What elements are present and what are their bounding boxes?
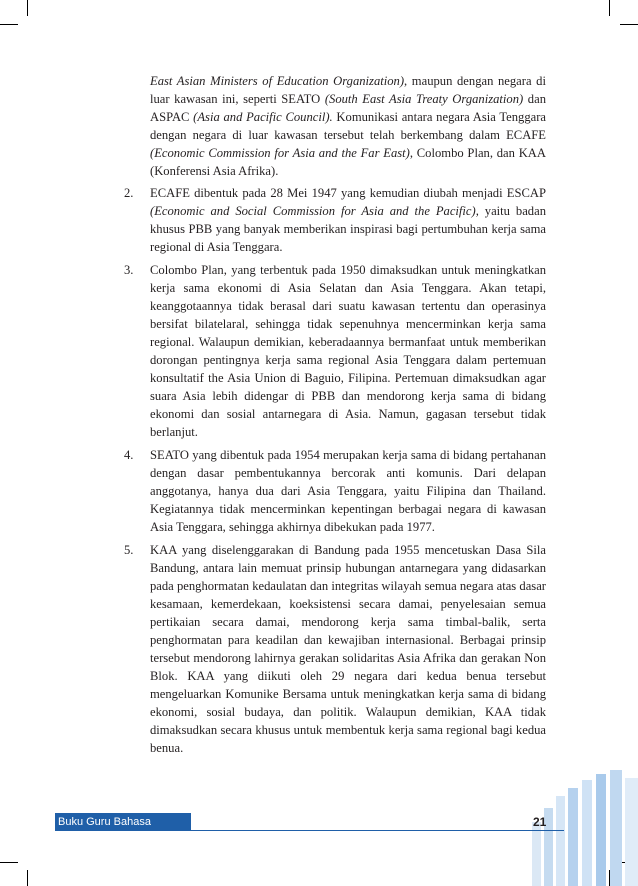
intro-italic: East Asian Ministers of Education Organization)	[150, 74, 405, 88]
list-item-text: SEATO yang dibentuk pada 1954 merupakan kerja sama di bidang pertahanan dengan dasar pembentukannya bercorak anti komunis. Dari delapan anggotanya, hanya dua dari Asia Tenggara, yaitu Filipina dan Thailand. Kegiatannya tidak mencerminkan kepentingan berbagai negara di kawasan Asia Tenggara, sehingga akhirnya dibekukan pada 1977.	[150, 448, 546, 534]
list-item	[124, 541, 546, 757]
item-text: ECAFE dibentuk pada 28 Mei 1947 yang kemudian diubah menjadi ESCAP	[150, 186, 546, 200]
page-number: 21	[533, 815, 547, 829]
list-item	[124, 261, 546, 441]
intro-text: , maupun dengan negara di luar kawasan ini, seperti SEATO	[150, 74, 546, 106]
crop-mark	[0, 24, 18, 25]
list-number: 5.	[124, 543, 134, 557]
list-item-text	[150, 184, 546, 256]
list-item	[124, 184, 546, 256]
footer-rule	[191, 830, 564, 831]
intro-italic: (Asia and Pacific Council).	[193, 110, 333, 124]
intro-text: Komunikasi antara negara Asia Tenggara dengan negara di luar kawasan tersebut telah berkembang dalam ECAFE	[150, 110, 547, 142]
crop-mark	[27, 0, 28, 16]
footer-book-title: Buku Guru Bahasa Indonesia	[55, 813, 191, 831]
crop-mark	[609, 0, 610, 16]
crop-mark	[27, 870, 28, 886]
crop-mark	[620, 24, 638, 25]
list-item	[124, 446, 546, 536]
list-number: 3.	[124, 263, 134, 277]
crop-mark	[0, 862, 18, 863]
item-text: yaitu badan khusus PBB yang banyak memberikan inspirasi bagi pertumbuhan kerja sama regional di Asia Tenggara.	[150, 204, 546, 254]
list-item-text: KAA yang diselenggarakan di Bandung pada 1955 mencetuskan Dasa Sila Bandung, antara lain memuat prinsip hubungan antarnegara yang didasarkan pada penghormatan kedaulatan dan integritas wilayah semua negara atas dasar kesamaan, kemerdekaan, koeksistensi secara damai, penyelesaian semua pertikaian secara damai, mendorong kerja sama timbal-balik, serta penghormatan para keadilan dan kewajiban internasional. Berbagai prinsip tersebut mendorong lahirnya gerakan solidaritas Asia Afrika dan gerakan Non Blok. KAA yang diikuti oleh 29 negara dari kedua benua tersebut mengeluarkan Komunike Bersama untuk meningkatkan kerja sama di bidang ekonomi, sosial budaya, dan politik. Walaupun demikian, KAA tidak dimaksudkan secara khusus untuk membentuk kerja sama regional bagi kedua benua.	[150, 543, 546, 755]
item-italic: (Economic and Social Commission for Asia and the Pacific),	[150, 204, 479, 218]
intro-text: , Colombo Plan, dan KAA (Konferensi Asia Afrika).	[150, 146, 546, 178]
page-body	[124, 72, 547, 762]
list-number: 2.	[124, 186, 134, 200]
list-number: 4.	[124, 448, 134, 462]
list-item-text: Colombo Plan, yang terbentuk pada 1950 dimaksudkan untuk meningkatkan kerja sama ekonomi di Asia Selatan dan Asia Tenggara. Akan tetapi, keanggotaannya tidak berasal dari suatu kawasan tertentu dan operasinya bersifat bilatelaral, sehingga tidak sepenuhnya mencerminkan kerja sama regional. Walaupun demikian, keberadaannya bermanfaat untuk memberikan dorongan pentingnya kerja sama regional Asia Tenggara dalam pertemuan konsultatif the Asia Union di Baguio, Filipina. Pertemuan dimaksudkan agar suara Asia lebih didengar di PBB dan mendorong kerja sama di bidang ekonomi dan sosial antarnegara di Asia. Namun, gagasan tersebut tidak berlanjut.	[150, 263, 546, 439]
intro-paragraph	[150, 72, 546, 180]
intro-italic: (South East Asia Treaty Organization)	[324, 92, 524, 106]
intro-italic: (Economic Commission for Asia and the Far East)	[150, 146, 410, 160]
intro-text: dan ASPAC	[150, 92, 546, 124]
